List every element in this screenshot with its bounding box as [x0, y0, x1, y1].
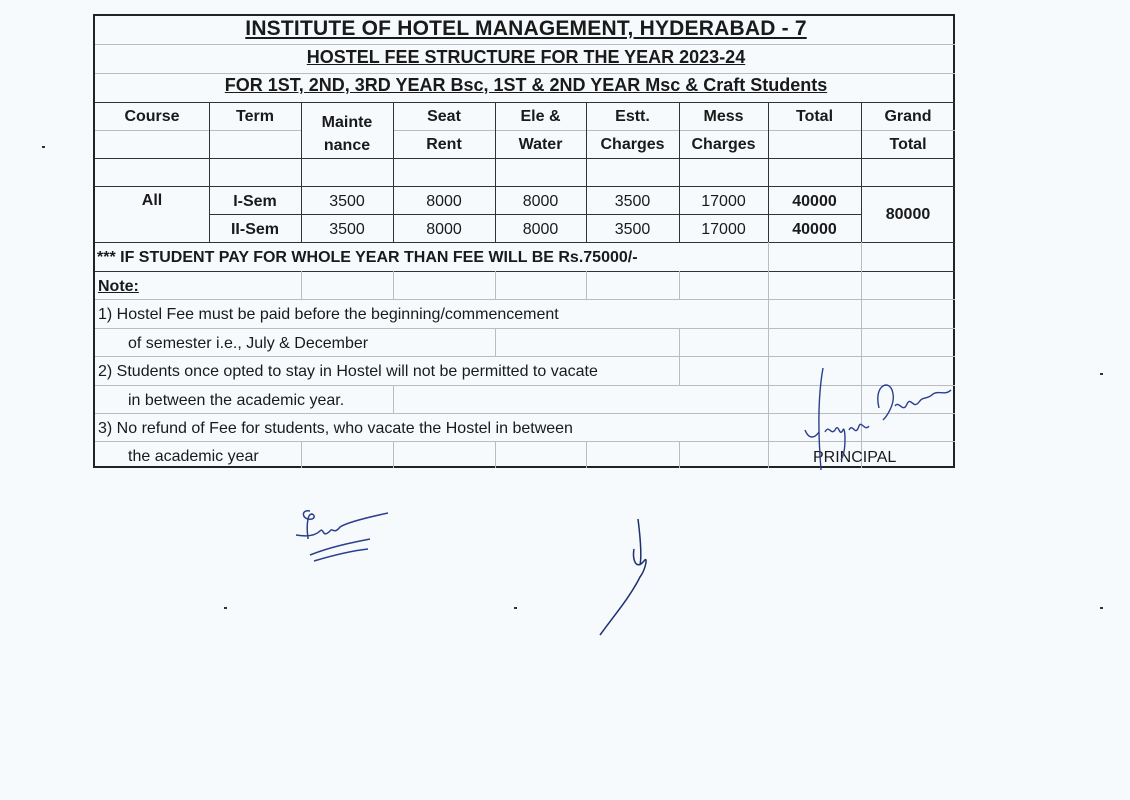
eligible-students-line: FOR 1ST, 2ND, 3RD YEAR Bsc, 1ST & 2ND YEAR Msc & Craft Students: [224, 75, 828, 95]
total-value: 40000: [792, 221, 837, 238]
header-maintenance-line1: Mainte: [321, 114, 373, 131]
total-value: 40000: [792, 193, 837, 210]
note-line: 2) Students once opted to stay in Hostel will not be permitted to vacate: [98, 363, 598, 380]
whole-year-fee-banner: *** IF STUDENT PAY FOR WHOLE YEAR THAN FEE WILL BE Rs.75000/-: [97, 249, 638, 266]
ele-water-value: 8000: [522, 193, 559, 210]
initials-signature-icon: [290, 505, 400, 575]
header-estt-charges-line1: Estt.: [615, 108, 650, 125]
grid-line: [586, 441, 587, 468]
grid-line: [495, 441, 496, 468]
ele-water-value: 8000: [522, 221, 559, 238]
grid-line: [495, 271, 496, 299]
mess-charges-value: 17000: [701, 221, 746, 238]
grid-line: [95, 271, 955, 272]
note-line: of semester i.e., July & December: [128, 335, 369, 352]
scan-speck: [1100, 373, 1103, 375]
header-ele-water-line2: Water: [518, 136, 563, 153]
term-value: II-Sem: [230, 221, 279, 238]
grid-line: [95, 44, 955, 45]
header-course: Course: [124, 108, 180, 125]
grid-line: [495, 328, 496, 356]
note-line: the academic year: [128, 448, 259, 465]
header-mess-charges-line1: Mess: [703, 108, 744, 125]
grid-line: [393, 441, 394, 468]
grid-line: [393, 271, 394, 299]
institute-title: INSTITUTE OF HOTEL MANAGEMENT, HYDERABAD - 7: [245, 17, 807, 40]
scan-speck: [514, 607, 517, 609]
header-term: Term: [236, 108, 274, 125]
principal-designation: PRINCIPAL: [813, 449, 897, 466]
scan-speck: [42, 146, 45, 148]
scan-speck: [1100, 607, 1103, 609]
estt-charges-value: 3500: [614, 221, 651, 238]
header-seat-rent-line2: Rent: [426, 136, 462, 153]
term-value: I-Sem: [233, 193, 277, 210]
header-grand-total-line1: Grand: [884, 108, 932, 125]
grid-line: [393, 385, 394, 413]
grid-line: [679, 441, 680, 468]
grid-line: [95, 102, 955, 103]
seat-rent-value: 8000: [426, 193, 462, 210]
note-line: 1) Hostel Fee must be paid before the beginning/commencement: [98, 306, 559, 323]
header-maintenance-line2: nance: [323, 137, 371, 154]
course-value: All: [141, 192, 163, 209]
estt-charges-value: 3500: [614, 193, 651, 210]
grid-line: [95, 130, 302, 131]
grid-line: [95, 299, 955, 300]
mess-charges-value: 17000: [701, 193, 746, 210]
grid-line: [95, 158, 955, 159]
header-ele-water-line1: Ele &: [520, 108, 561, 125]
grid-line: [95, 242, 955, 243]
grand-total-value: 80000: [885, 206, 931, 223]
grid-line: [95, 186, 955, 187]
header-estt-charges-line2: Charges: [600, 136, 665, 153]
grid-line: [95, 356, 955, 357]
note-line: 3) No refund of Fee for students, who vacate the Hostel in between: [98, 420, 573, 437]
header-total: Total: [795, 108, 834, 125]
grid-line: [679, 328, 680, 385]
header-grand-total-line2: Total: [889, 136, 927, 153]
grid-line: [301, 271, 302, 299]
maintenance-value: 3500: [329, 221, 365, 238]
grid-line: [209, 214, 861, 215]
note-line: in between the academic year.: [128, 392, 345, 409]
arrow-signature-icon: [590, 515, 660, 640]
grid-line: [768, 242, 769, 271]
principal-signature-icon: [795, 360, 965, 480]
grid-line: [95, 328, 955, 329]
maintenance-value: 3500: [329, 193, 365, 210]
grid-line: [95, 73, 955, 74]
grid-line: [679, 271, 680, 299]
seat-rent-value: 8000: [426, 221, 462, 238]
header-seat-rent-line1: Seat: [427, 108, 461, 125]
header-mess-charges-line2: Charges: [691, 136, 756, 153]
fee-structure-subtitle: HOSTEL FEE STRUCTURE FOR THE YEAR 2023-24: [306, 47, 746, 67]
grid-line: [768, 271, 769, 468]
notes-heading: Note:: [98, 278, 139, 295]
grid-line: [586, 271, 587, 299]
scan-speck: [224, 607, 227, 609]
grid-line: [301, 441, 302, 468]
grid-line: [394, 130, 955, 131]
